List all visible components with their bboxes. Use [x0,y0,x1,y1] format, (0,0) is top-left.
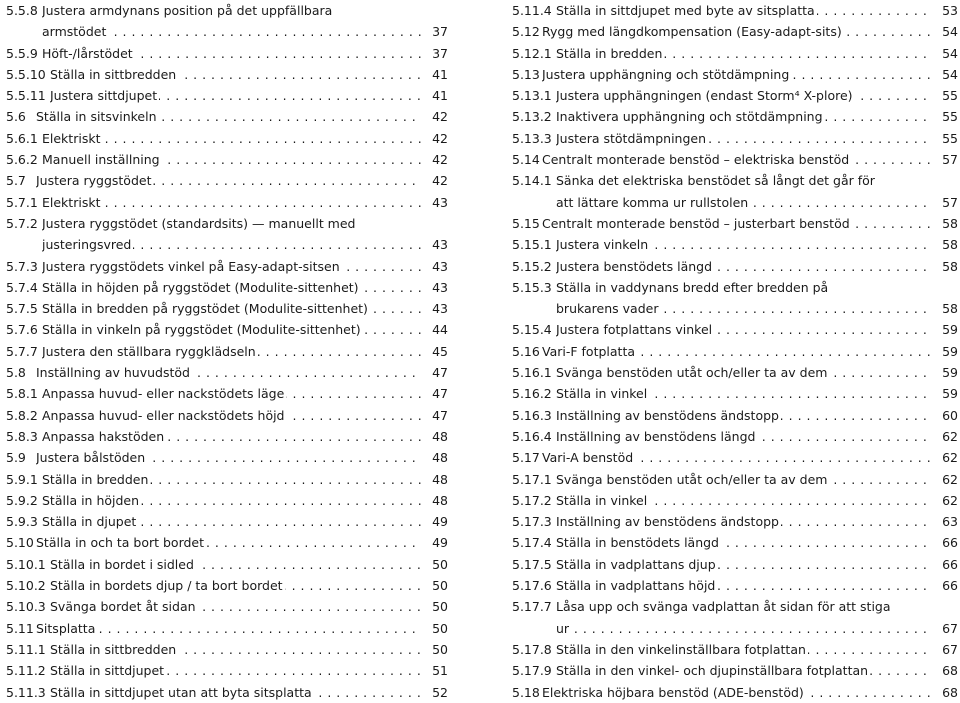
toc-entry-number: 5.7 [6,173,26,189]
toc-entry-page: 50 [428,554,448,575]
toc-entry-number: 5.14.1 [512,173,552,189]
toc-entry-page: 43 [428,298,448,319]
toc-entry-number: 5.17.3 [512,514,552,530]
toc-entry-number: 5.16.4 [512,428,552,444]
toc-entry-title: Justera stötdämpningen [556,130,707,146]
toc-entry-title: Ställa in vinkeln på ryggstödet (Modulite-sittenhet) [42,322,361,338]
toc-entry-title: armstödet [42,24,107,40]
toc-entry[interactable] [6,660,448,681]
toc-entry-page: 48 [428,469,448,490]
toc-entry[interactable] [512,639,958,660]
toc-entry-number: 5.16.3 [512,407,552,423]
toc-entry-page: 48 [428,490,448,511]
toc-entry-page: 42 [428,170,448,191]
toc-entry-page: 48 [428,447,448,468]
toc-entry-page: 54 [938,64,958,85]
toc-entry-number: 5.18 [512,684,540,700]
toc-entry[interactable] [6,341,448,362]
toc-entry[interactable] [6,639,448,660]
toc-entry-number: 5.8.1 [6,386,38,402]
toc-entry-title: ur [556,620,570,636]
toc-entry-title: Ställa in den vinkelinställbara fotplattan [556,641,806,657]
toc-entry[interactable] [6,490,448,511]
toc-entry[interactable] [512,596,958,617]
toc-entry[interactable] [512,469,958,490]
toc-entry-page: 62 [938,490,958,511]
toc-entry-title: Inställning av benstödens ändstopp [556,407,779,423]
toc-entry[interactable] [6,43,448,64]
toc-entry[interactable] [512,319,958,340]
toc-entry[interactable] [512,234,958,255]
toc-entry-number: 5.16 [512,343,540,359]
toc-entry-number: 5.15.1 [512,237,552,253]
toc-entry-page: 43 [428,192,448,213]
toc-entry-page: 67 [938,639,958,660]
toc-entry-title: Ställa in sittbredden [50,66,177,82]
toc-entry[interactable] [6,170,448,191]
toc-entry-page: 58 [938,213,958,234]
toc-entry-number: 5.10.2 [6,578,46,594]
toc-entry-page: 63 [938,511,958,532]
toc-entry-page: 58 [938,234,958,255]
toc-entry-title: Justera bålstöden [36,450,146,466]
toc-entry-page: 62 [938,426,958,447]
toc-entry-number: 5.17.8 [512,641,552,657]
toc-entry[interactable] [512,298,958,319]
toc-entry-number: 5.5.8 [6,3,38,18]
toc-entry[interactable] [6,85,448,106]
toc-entry-number: 5.5.10 [6,66,46,82]
toc-entry-number: 5.17.7 [512,599,552,615]
toc-entry-page: 54 [938,43,958,64]
toc-entry-title: Ställa in höjden [42,492,140,508]
toc-entry[interactable] [6,575,448,596]
toc-entry[interactable] [512,0,958,21]
toc-entry[interactable] [512,554,958,575]
toc-entry[interactable] [512,405,958,426]
toc-entry-page: 59 [938,319,958,340]
toc-entry-number: 5.7.2 [6,215,38,231]
toc-entry[interactable] [512,128,958,149]
toc-entry[interactable] [6,128,448,149]
toc-entry-number: 5.7.7 [6,343,38,359]
toc-entry-page: 42 [428,106,448,127]
toc-entry[interactable] [512,170,958,191]
toc-entry[interactable] [6,426,448,447]
toc-entry-number: 5.15 [512,215,540,231]
toc-entry[interactable] [512,85,958,106]
toc-entry-page: 53 [938,0,958,21]
toc-entry-page: 57 [938,149,958,170]
toc-entry[interactable] [512,149,958,170]
toc-entry-title: brukarens vader [556,301,659,317]
toc-entry-page: 44 [428,319,448,340]
toc-entry-page: 47 [428,383,448,404]
toc-entry[interactable] [6,383,448,404]
toc-entry[interactable] [6,256,448,277]
toc-entry[interactable] [6,213,448,234]
toc-entry-title: Justera fotplattans vinkel [556,322,713,338]
toc-entry-page: 42 [428,149,448,170]
toc-entry-title: Inställning av benstödens ändstopp [556,514,779,530]
toc-entry-number: 5.6.1 [6,130,38,146]
toc-entry-number: 5.7.3 [6,258,38,274]
toc-entry-title: Centralt monterade benstöd – elektriska benstöd [542,152,850,168]
toc-entry-number: 5.11.3 [6,684,46,700]
toc-entry-page: 41 [428,64,448,85]
toc-entry-title: Ställa in bredden på ryggstödet (Modulite-sittenhet) [42,301,368,317]
toc-entry-page: 49 [428,511,448,532]
toc-entry[interactable] [512,426,958,447]
toc-entry[interactable] [512,106,958,127]
toc-entry[interactable] [6,298,448,319]
toc-entry-title: Anpassa hakstöden [42,428,165,444]
toc-entry-title: Manuell inställning [42,152,160,168]
toc-entry-title: Höft-/lårstödet [42,45,133,61]
toc-entry-page: 68 [938,660,958,681]
toc-entry-title: Ställa in vinkel [556,492,648,508]
toc-entry[interactable] [6,618,448,639]
toc-entry-number: 5.9 [6,450,26,466]
toc-entry-title: justeringsvred [42,237,132,253]
toc-entry-title: Inställning av benstödens längd [556,428,756,444]
toc-entry-page: 50 [428,618,448,639]
toc-entry-number: 5.10.3 [6,599,46,615]
toc-entry[interactable] [6,447,448,468]
toc-entry[interactable] [512,618,958,639]
toc-entry-title: Inaktivera upphängning och stötdämpning [556,109,823,125]
toc-entry[interactable] [6,511,448,532]
toc-entry[interactable] [512,277,958,298]
toc-entry-number: 5.17.1 [512,471,552,487]
toc-entry-number: 5.17.5 [512,556,552,572]
toc-entry-title: Svänga bordet åt sidan [50,599,196,615]
toc-entry-number: 5.8.2 [6,407,38,423]
toc-entry[interactable] [6,106,448,127]
toc-entry-number: 5.7.5 [6,301,38,317]
toc-entry-page: 47 [428,362,448,383]
toc-entry[interactable] [512,383,958,404]
toc-entry[interactable] [6,234,448,255]
toc-entry-title: Ställa in bordet i sidled [50,556,194,572]
toc-entry-title: Justera den ställbara ryggklädseln [42,343,256,359]
toc-entry[interactable] [6,532,448,553]
toc-entry-page: 47 [428,405,448,426]
toc-entry[interactable] [6,469,448,490]
toc-entry-title: Justera ryggstödet (standardsits) — manuellt med [42,215,356,231]
toc-entry-number: 5.6 [6,109,26,125]
toc-entry[interactable] [512,490,958,511]
toc-entry-title: Elektriskt [42,194,101,210]
toc-entry-title: Vari-F fotplatta [542,343,636,359]
toc-entry[interactable] [6,596,448,617]
toc-entry-page: 50 [428,639,448,660]
toc-entry-title: Justera upphängning och stötdämpning [542,66,790,82]
toc-entry-page: 41 [428,85,448,106]
toc-entry-number: 5.17 [512,450,540,466]
toc-entry-page: 68 [938,682,958,703]
toc-entry-number: 5.10.1 [6,556,46,572]
toc-entry-number: 5.6.2 [6,152,38,168]
toc-entry-page: 52 [428,682,448,703]
toc-entry[interactable] [6,277,448,298]
toc-entry[interactable] [6,682,448,703]
toc-entry-number: 5.11.4 [512,3,552,18]
toc-entry-title: Sitsplatta [36,620,96,636]
toc-entry-title: Ställa in sittbredden [50,641,177,657]
toc-entry-number: 5.17.2 [512,492,552,508]
toc-entry[interactable] [512,43,958,64]
toc-column-right [512,0,958,703]
toc-entry-number: 5.15.2 [512,258,552,274]
toc-entry-number: 5.11 [6,620,34,636]
toc-entry[interactable] [512,447,958,468]
toc-entry-page: 42 [428,128,448,149]
toc-entry-number: 5.14 [512,152,540,168]
toc-entry-page: 67 [938,618,958,639]
toc-entry[interactable] [512,192,958,213]
toc-entry-title: Centralt monterade benstöd – justerbart benstöd [542,215,850,231]
toc-entry[interactable] [6,149,448,170]
toc-entry-number: 5.11.2 [6,663,46,679]
toc-entry-number: 5.9.1 [6,471,38,487]
toc-entry[interactable] [512,341,958,362]
toc-entry-page: 54 [938,21,958,42]
toc-entry-number: 5.5.9 [6,45,38,61]
toc-entry-page: 59 [938,383,958,404]
toc-entry-title: Justera upphängningen (endast Storm⁴ X-plore) [556,88,853,104]
toc-entry-number: 5.13.2 [512,109,552,125]
toc-entry[interactable] [512,213,958,234]
toc-entry-title: Låsa upp och svänga vadplattan åt sidan för att stiga [556,599,891,615]
toc-entry-page: 37 [428,21,448,42]
toc-entry-number: 5.7.4 [6,279,38,295]
toc-entry-number: 5.7.6 [6,322,38,338]
toc-entry-title: Ställa in och ta bort bordet [36,535,205,551]
toc-entry-title: Ställa in benstödets längd [556,535,719,551]
toc-entry-title: Justera armdynans position på det uppfällbara [42,3,333,18]
toc-entry-title: Ställa in höjden på ryggstödet (Modulite-sittenhet) [42,279,359,295]
toc-entry-title: Inställning av huvudstöd [36,365,190,381]
toc-entry-number: 5.12 [512,24,540,40]
toc-entry-page: 66 [938,554,958,575]
toc-entry-title: Justera ryggstödet [36,173,152,189]
toc-entry-number: 5.8 [6,365,26,381]
toc-entry-page: 37 [428,43,448,64]
toc-entry-number: 5.13 [512,66,540,82]
toc-entry[interactable] [512,64,958,85]
toc-entry-number: 5.17.9 [512,663,552,679]
toc-entry-title: Ställa in vadplattans djup [556,556,716,572]
toc-entry-title: Ställa in vinkel [556,386,648,402]
toc-entry[interactable] [6,319,448,340]
toc-entry-title: Justera vinkeln [556,237,649,253]
toc-entry[interactable] [6,0,448,21]
toc-entry[interactable] [512,256,958,277]
toc-entry[interactable] [512,660,958,681]
toc-entry-title: Anpassa huvud- eller nackstödets höjd [42,407,285,423]
toc-entry-page: 55 [938,106,958,127]
toc-entry-title: Elektriska höjbara benstöd (ADE-benstöd) [542,684,804,700]
toc-entry-number: 5.9.2 [6,492,38,508]
toc-entry[interactable] [6,192,448,213]
toc-entry[interactable] [6,21,448,42]
toc-entry-page: 49 [428,532,448,553]
toc-entry-number: 5.12.1 [512,45,552,61]
toc-entry-page: 51 [428,660,448,681]
toc-entry-number: 5.7.1 [6,194,38,210]
toc-entry-number: 5.5.11 [6,88,46,104]
toc-entry-number: 5.17.4 [512,535,552,551]
toc-entry-number: 5.16.1 [512,365,552,381]
toc-entry-title: Ställa in bordets djup / ta bort bordet [50,578,283,594]
toc-entry-page: 66 [938,575,958,596]
toc-entry-page: 57 [938,192,958,213]
toc-entry-page: 58 [938,298,958,319]
toc-entry-title: Vari-A benstöd [542,450,634,466]
toc-entry-title: Ställa in bredden [556,45,663,61]
toc-entry-page: 43 [428,277,448,298]
toc-entry-title: Ställa in vaddynans bredd efter bredden på [556,279,829,295]
toc-entry-number: 5.16.2 [512,386,552,402]
toc-entry-page: 50 [428,575,448,596]
toc-entry-page: 59 [938,341,958,362]
toc-entry-title: Ställa in sitsvinkeln [36,109,157,125]
toc-entry[interactable] [512,511,958,532]
toc-entry-number: 5.13.1 [512,88,552,104]
toc-entry-title: Ställa in djupet [42,514,137,530]
toc-entry[interactable] [6,362,448,383]
toc-entry-title: Ställa in bredden [42,471,149,487]
toc-entry-number: 5.15.4 [512,322,552,338]
toc-entry-page: 58 [938,256,958,277]
toc-entry-number: 5.8.3 [6,428,38,444]
toc-entry-number: 5.17.6 [512,578,552,594]
toc-entry-title: Ställa in sittdjupet med byte av sitsplatta [556,3,815,18]
toc-entry-title: Justera benstödets längd [556,258,713,274]
toc-entry-title: Elektriskt [42,130,101,146]
toc-entry-page: 55 [938,85,958,106]
toc-entry[interactable] [512,362,958,383]
toc-entry-number: 5.13.3 [512,130,552,146]
toc-entry-title: Svänga benstöden utåt och/eller ta av dem [556,365,828,381]
toc-entry-title: Justera sittdjupet [50,88,158,104]
toc-entry-title: att lättare komma ur rullstolen [556,194,749,210]
toc-entry[interactable] [512,575,958,596]
toc-entry[interactable] [512,682,958,703]
toc-entry-page: 62 [938,447,958,468]
toc-entry-title: Ställa in sittdjupet utan att byta sitsplatta [50,684,312,700]
toc-entry-page: 62 [938,469,958,490]
toc-entry[interactable] [6,64,448,85]
toc-column-left [6,0,448,703]
toc-entry-title: Ställa in sittdjupet [50,663,165,679]
toc-entry-title: Rygg med längdkompensation (Easy-adapt-sits) [542,24,842,40]
toc-entry-title: Ställa in vadplattans höjd [556,578,716,594]
toc-entry-title: Justera ryggstödets vinkel på Easy-adapt-sitsen [42,258,340,274]
toc-entry[interactable] [6,405,448,426]
toc-entry-number: 5.11.1 [6,641,46,657]
toc-entry-page: 60 [938,405,958,426]
toc-entry[interactable] [512,532,958,553]
toc-entry-number: 5.15.3 [512,279,552,295]
toc-entry-title: Anpassa huvud- eller nackstödets läge [42,386,285,402]
toc-entry-title: Svänga benstöden utåt och/eller ta av dem [556,471,828,487]
toc-entry-page: 59 [938,362,958,383]
toc-entry-number: 5.10 [6,535,34,551]
toc-entry-page: 55 [938,128,958,149]
toc-entry-page: 43 [428,256,448,277]
toc-entry-title: Ställa in den vinkel- och djupinställbara fotplattan [556,663,869,679]
toc-entry-page: 43 [428,234,448,255]
toc-entry[interactable] [512,21,958,42]
toc-entry-page: 45 [428,341,448,362]
toc-entry[interactable] [6,554,448,575]
toc-entry-page: 48 [428,426,448,447]
toc-entry-page: 50 [428,596,448,617]
toc-entry-title: Sänka det elektriska benstödet så långt det går för [556,173,875,189]
toc-entry-number: 5.9.3 [6,514,38,530]
toc-entry-page: 66 [938,532,958,553]
